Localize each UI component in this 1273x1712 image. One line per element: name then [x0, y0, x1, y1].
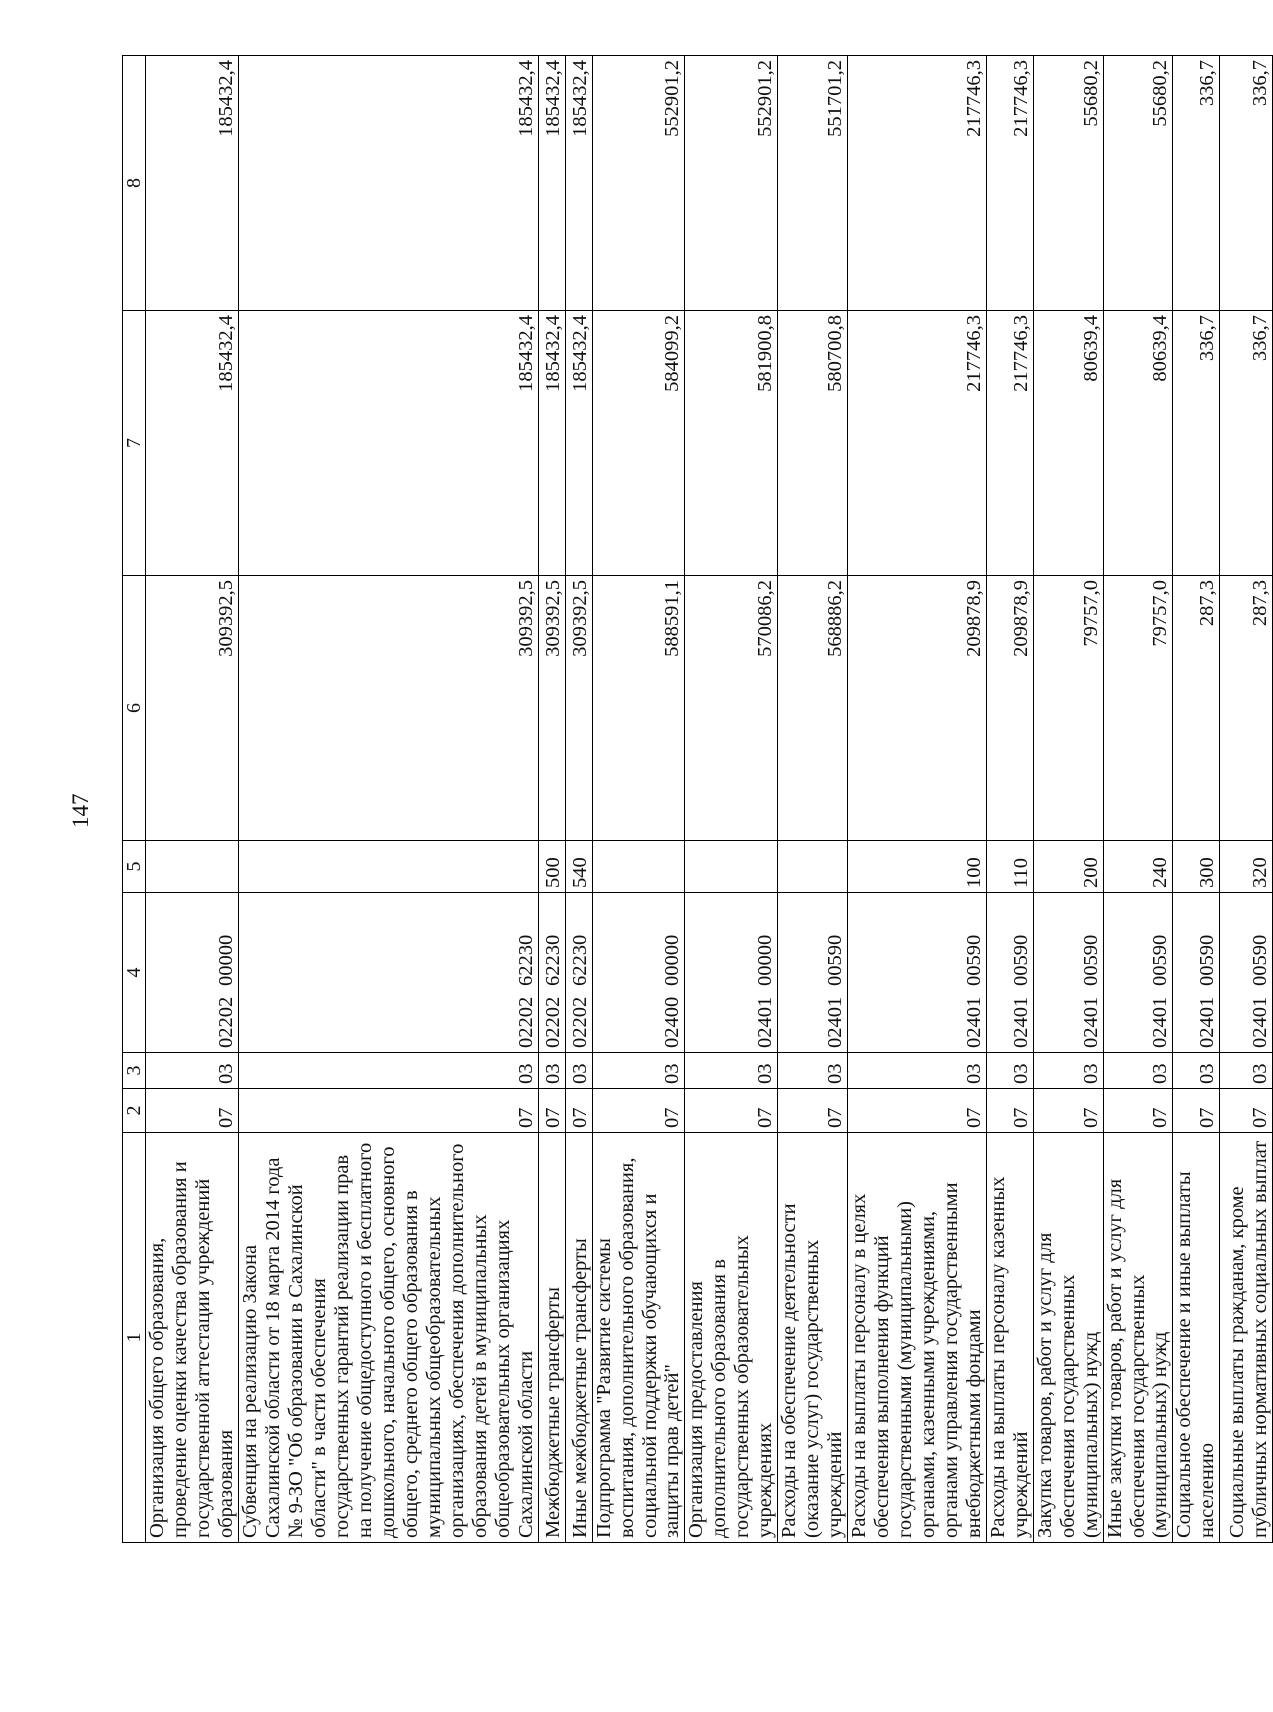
row-subsection: 03: [1173, 1053, 1220, 1089]
column-header: 6: [123, 576, 146, 841]
row-program-code: [592, 893, 685, 1053]
row-expense-type: [685, 841, 778, 893]
row-name: Расходы на выплаты персоналу в целях обеспечения выполнения функций государственными (муниципальными) органами, казенными учреждениями, органами управления государственными внебюджетными фондами: [848, 1133, 987, 1543]
column-header: 1: [123, 1133, 146, 1543]
row-value-col7: 185432,4: [565, 311, 592, 576]
program-code-part1: 02401: [1149, 996, 1172, 1048]
row-name: Межбюджетные трансферты: [538, 1133, 565, 1543]
program-code-part1: 02202: [514, 996, 537, 1048]
program-code-part2: 00590: [1196, 934, 1219, 986]
program-code-part1: 02401: [824, 996, 847, 1048]
row-value-col6: 309392,5: [565, 576, 592, 841]
row-value-col8: 217746,3: [848, 56, 987, 311]
row-program-code: [1173, 893, 1220, 1053]
row-expense-type: 300: [1173, 841, 1220, 893]
program-code-part2: 00000: [661, 934, 684, 986]
program-code-part2: 00000: [754, 934, 777, 986]
row-value-col7: 185432,4: [538, 311, 565, 576]
row-program-code: [146, 893, 239, 1053]
row-value-col7: 336,7: [1220, 311, 1273, 576]
row-name: Организация общего образования, проведение оценки качества образования и государственной аттестации учреждений образования: [146, 1133, 239, 1543]
row-value-col6: 79757,0: [1103, 576, 1173, 841]
row-value-col8: 552901,2: [685, 56, 778, 311]
table-row: [1103, 56, 1173, 1543]
row-expense-type: [778, 841, 848, 893]
row-subsection: 03: [1033, 1053, 1103, 1089]
rotated-table-container: [122, 56, 1272, 1543]
row-expense-type: [146, 841, 239, 893]
column-number-row: [123, 56, 146, 1543]
program-code-part1: 02401: [1249, 996, 1272, 1048]
row-value-col6: 287,3: [1220, 576, 1273, 841]
row-program-code: [565, 893, 592, 1053]
row-value-col7: 217746,3: [986, 311, 1033, 576]
column-header: 5: [123, 841, 146, 893]
row-subsection: 03: [986, 1053, 1033, 1089]
row-section: 07: [538, 1089, 565, 1133]
row-expense-type: 540: [565, 841, 592, 893]
table-row: [1220, 56, 1273, 1543]
row-section: 07: [592, 1089, 685, 1133]
row-value-col8: 552901,2: [592, 56, 685, 311]
row-value-col6: 570086,2: [685, 576, 778, 841]
row-section: 07: [1173, 1089, 1220, 1133]
program-code-part2: 00590: [1149, 934, 1172, 986]
row-subsection: 03: [538, 1053, 565, 1089]
program-code-part1: 02202: [568, 996, 591, 1048]
row-section: 07: [1033, 1089, 1103, 1133]
row-name: Иные закупки товаров, работ и услуг для обеспечения государственных (муниципальных) нужд: [1103, 1133, 1173, 1543]
row-name: Субвенция на реализацию Закона Сахалинской области от 18 марта 2014 года № 9-ЗО "Об образовании в Сахалинской области" в части обеспечения государственных гарантий реализации прав на получение общедоступного и бесплатного дошкольного, начального общего, основного общего, среднего общего образования в муниципальных общеобразовательных организациях, обеспечения дополнительного образования детей в муниципальных общеобразовательных организациях Сахалинской области: [239, 1133, 538, 1543]
program-code-part1: 02401: [1009, 996, 1032, 1048]
row-value-col6: 209878,9: [986, 576, 1033, 841]
column-header: 4: [123, 893, 146, 1053]
row-section: 07: [685, 1089, 778, 1133]
row-value-col7: 185432,4: [239, 311, 538, 576]
table-row: [848, 56, 987, 1543]
row-value-col7: 584099,2: [592, 311, 685, 576]
row-name: Иные межбюджетные трансферты: [565, 1133, 592, 1543]
page-number: 147: [68, 793, 93, 828]
row-value-col6: 209878,9: [848, 576, 987, 841]
column-header: 8: [123, 56, 146, 311]
row-value-col6: 309392,5: [538, 576, 565, 841]
row-name: Организация предоставления дополнительного образования в государственных образовательных учреждениях: [685, 1133, 778, 1543]
program-code-part2: 62230: [568, 934, 591, 986]
row-name: Подпрограмма "Развитие системы воспитания, дополнительного образования, социальной поддержки обучающихся и защиты прав детей": [592, 1133, 685, 1543]
row-value-col8: 185432,4: [239, 56, 538, 311]
table-row: [685, 56, 778, 1543]
table-row: [778, 56, 848, 1543]
program-code-part2: 62230: [541, 934, 564, 986]
row-value-col7: 336,7: [1173, 311, 1220, 576]
row-value-col8: 336,7: [1173, 56, 1220, 311]
row-value-col8: 185432,4: [146, 56, 239, 311]
table-row: [538, 56, 565, 1543]
row-value-col7: 217746,3: [848, 311, 987, 576]
row-expense-type: [592, 841, 685, 893]
row-value-col8: 55680,2: [1033, 56, 1103, 311]
table-row: [1033, 56, 1103, 1543]
row-section: 07: [239, 1089, 538, 1133]
column-header: 7: [123, 311, 146, 576]
program-code-part1: 02202: [541, 996, 564, 1048]
row-value-col7: 80639,4: [1103, 311, 1173, 576]
row-program-code: [1220, 893, 1273, 1053]
row-section: 07: [1220, 1089, 1273, 1133]
table-row: [565, 56, 592, 1543]
program-code-part2: 00590: [1009, 934, 1032, 986]
row-subsection: 03: [146, 1053, 239, 1089]
program-code-part2: 00590: [1249, 934, 1272, 986]
table-row: [986, 56, 1033, 1543]
row-section: 07: [848, 1089, 987, 1133]
row-value-col8: 55680,2: [1103, 56, 1173, 311]
row-subsection: 03: [1220, 1053, 1273, 1089]
row-name: Расходы на обеспечение деятельности (оказание услуг) государственных учреждений: [778, 1133, 848, 1543]
column-header: 2: [123, 1089, 146, 1133]
row-value-col6: 287,3: [1173, 576, 1220, 841]
row-value-col6: 309392,5: [239, 576, 538, 841]
row-program-code: [986, 893, 1033, 1053]
row-name: Социальное обеспечение и иные выплаты населению: [1173, 1133, 1220, 1543]
program-code-part1: 02401: [1196, 996, 1219, 1048]
row-expense-type: 240: [1103, 841, 1173, 893]
program-code-part1: 02401: [1079, 996, 1102, 1048]
program-code-part2: 00590: [962, 934, 985, 986]
row-value-col8: 336,7: [1220, 56, 1273, 311]
table-row: [1173, 56, 1220, 1543]
row-program-code: [538, 893, 565, 1053]
column-header: 3: [123, 1053, 146, 1089]
row-expense-type: 500: [538, 841, 565, 893]
row-section: 07: [778, 1089, 848, 1133]
program-code-part2: 00590: [824, 934, 847, 986]
row-value-col6: 568886,2: [778, 576, 848, 841]
program-code-part1: 02401: [754, 996, 777, 1048]
row-subsection: 03: [778, 1053, 848, 1089]
row-value-col8: 185432,4: [538, 56, 565, 311]
table-row: [146, 56, 239, 1543]
row-expense-type: 320: [1220, 841, 1273, 893]
row-value-col6: 79757,0: [1033, 576, 1103, 841]
row-subsection: 03: [592, 1053, 685, 1089]
program-code-part2: 00590: [1079, 934, 1102, 986]
row-program-code: [778, 893, 848, 1053]
row-program-code: [848, 893, 987, 1053]
row-subsection: 03: [1103, 1053, 1173, 1089]
program-code-part1: 02400: [661, 996, 684, 1048]
row-value-col6: 309392,5: [146, 576, 239, 841]
row-value-col7: 580700,8: [778, 311, 848, 576]
row-value-col8: 185432,4: [565, 56, 592, 311]
row-value-col7: 185432,4: [146, 311, 239, 576]
row-expense-type: 200: [1033, 841, 1103, 893]
row-expense-type: [239, 841, 538, 893]
row-program-code: [685, 893, 778, 1053]
program-code-part2: 62230: [514, 934, 537, 986]
row-section: 07: [146, 1089, 239, 1133]
row-section: 07: [565, 1089, 592, 1133]
table-row: [592, 56, 685, 1543]
row-value-col6: 588591,1: [592, 576, 685, 841]
row-value-col7: 80639,4: [1033, 311, 1103, 576]
row-value-col7: 581900,8: [685, 311, 778, 576]
program-code-part2: 00000: [215, 934, 238, 986]
row-subsection: 03: [685, 1053, 778, 1089]
row-subsection: 03: [848, 1053, 987, 1089]
row-name: Закупка товаров, работ и услуг для обеспечения государственных (муниципальных) нужд: [1033, 1133, 1103, 1543]
row-section: 07: [1103, 1089, 1173, 1133]
budget-table: [122, 55, 1273, 1543]
row-subsection: 03: [239, 1053, 538, 1089]
program-code-part1: 02401: [962, 996, 985, 1048]
row-section: 07: [986, 1089, 1033, 1133]
row-expense-type: 110: [986, 841, 1033, 893]
program-code-part1: 02202: [215, 996, 238, 1048]
row-program-code: [1103, 893, 1173, 1053]
table-row: [239, 56, 538, 1543]
row-name: Социальные выплаты гражданам, кроме публичных нормативных социальных выплат: [1220, 1133, 1273, 1543]
row-program-code: [1033, 893, 1103, 1053]
row-expense-type: 100: [848, 841, 987, 893]
row-program-code: [239, 893, 538, 1053]
row-name: Расходы на выплаты персоналу казенных учреждений: [986, 1133, 1033, 1543]
row-value-col8: 551701,2: [778, 56, 848, 311]
row-value-col8: 217746,3: [986, 56, 1033, 311]
row-subsection: 03: [565, 1053, 592, 1089]
